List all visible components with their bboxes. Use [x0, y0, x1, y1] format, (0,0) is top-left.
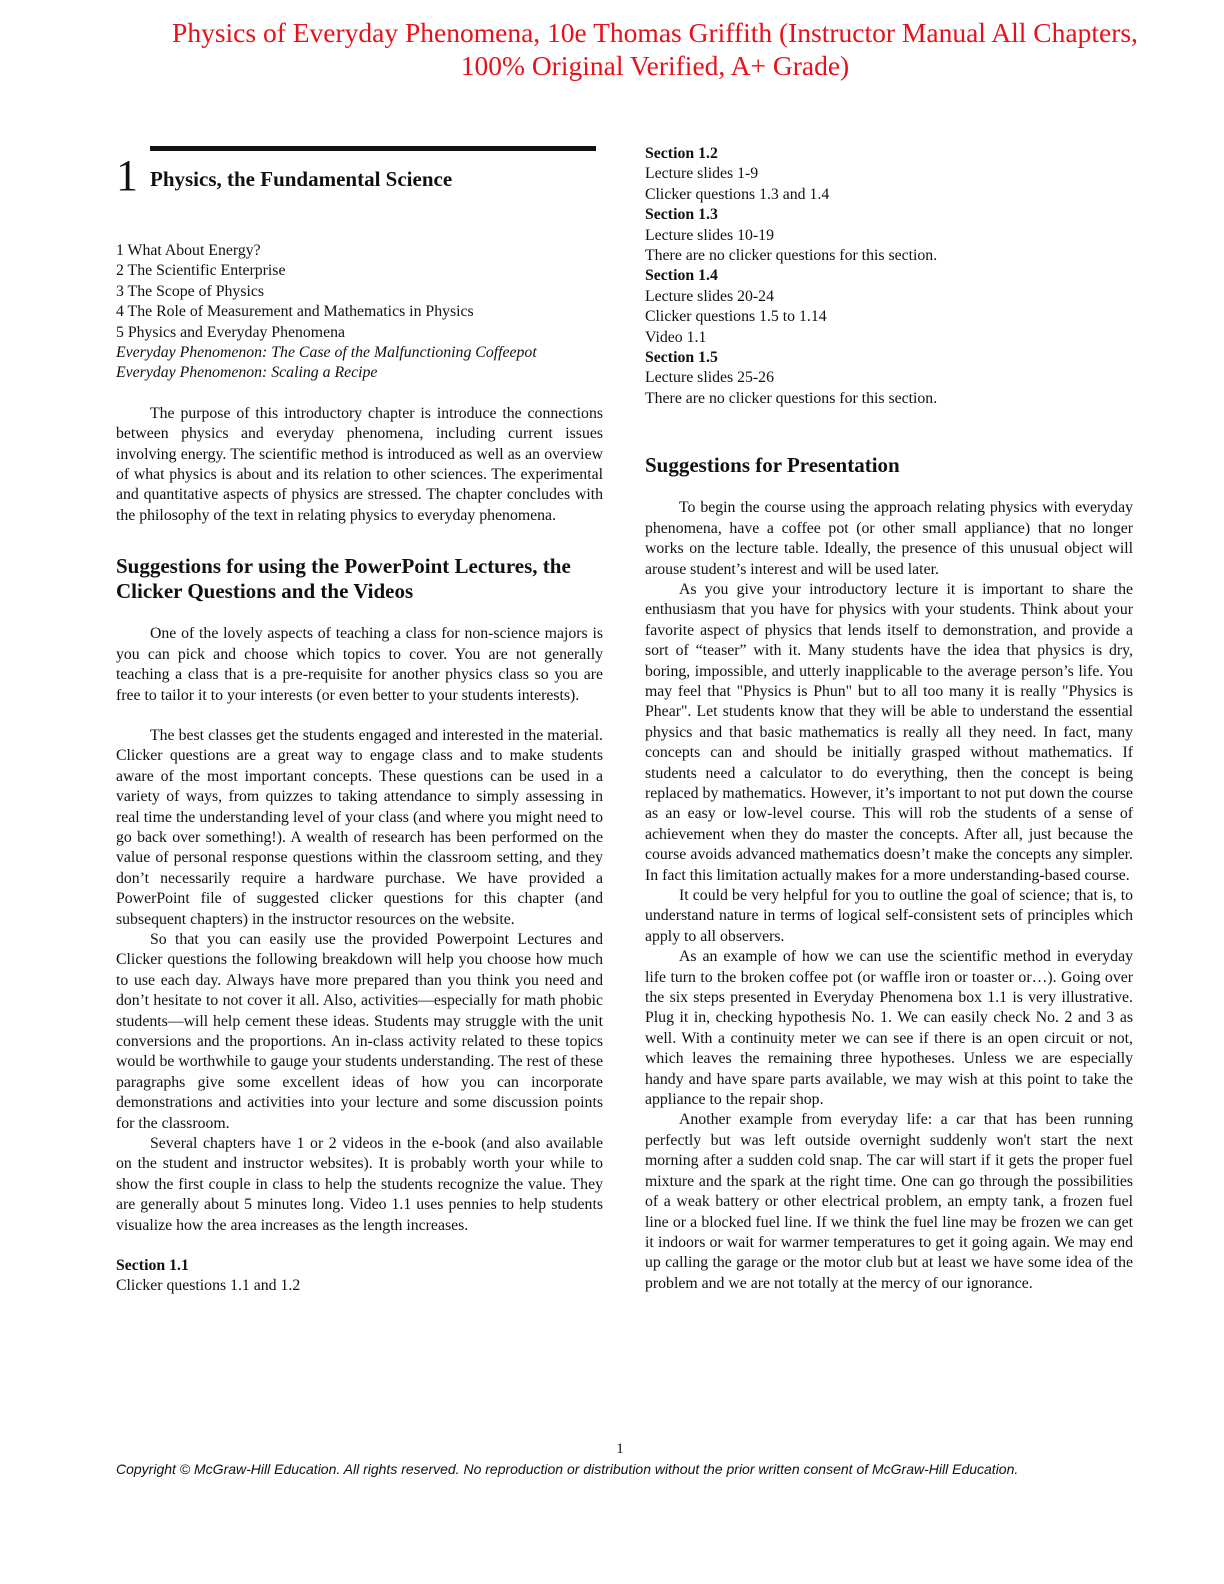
section-1-3-line: Lecture slides 10-19 [645, 226, 774, 244]
chapter-header [116, 146, 603, 241]
section-1-2-line: Clicker questions 1.3 and 1.4 [645, 185, 830, 203]
section-1-4-line: Clicker questions 1.5 to 1.14 [645, 308, 827, 326]
section-1-5-title: Section 1.5 [645, 349, 718, 367]
powerpoint-paragraph-4: Several chapters have 1 or 2 videos in the e-book (and also available on the student and instructor websites). It is probably worth your while to show the first couple in class to help the students recognize the value. They are generally about 5 minutes long. Video 1.1 uses pennies to help students visualize how the area increases as the length increases. [116, 1135, 603, 1234]
presentation-heading: Suggestions for Presentation [645, 453, 900, 478]
outline-item: 5 Physics and Everyday Phenomena [116, 323, 346, 341]
chapter-rule [150, 146, 596, 151]
outline-item: 4 The Role of Measurement and Mathematics in Physics [116, 303, 474, 321]
right-column [645, 144, 1133, 1294]
presentation-paragraph-1: To begin the course using the approach relating physics with everyday phenomena, have a coffee pot (or other small appliance) that no longer works on the lecture table. Ideally, the presence of this unusual object will arouse student’s interest and will be used later. [645, 499, 1133, 578]
powerpoint-paragraph-3: So that you can easily use the provided Powerpoint Lectures and Clicker questions the following breakdown will help you choose how much to use each day. Always have more prepared than you think you need and don’t hesitate to not cover it all. Also, activities—especially for math phobic students—will help cement these ideas. Students may struggle with the unit conversions and the proportions. An in-class activity related to these topics would be worthwhile to gauge your students understanding. The rest of these paragraphs give some excellent ideas of how you can incorporate demonstrations and activities into your lecture and some discussion points for the classroom. [116, 930, 603, 1132]
copyright-footer: Copyright © McGraw-Hill Education. All rights reserved. No reproduction or distribution without the prior written consent of McGraw-Hill Education. [116, 1461, 1019, 1477]
section-1-5-line: Lecture slides 25-26 [645, 369, 774, 387]
section-1-1-line: Clicker questions 1.1 and 1.2 [116, 1277, 301, 1295]
section-1-2-line: Lecture slides 1-9 [645, 165, 759, 183]
outline-item-phenomenon: Everyday Phenomenon: The Case of the Malfunctioning Coffeepot [116, 344, 537, 362]
section-1-4-line: Video 1.1 [645, 328, 707, 346]
powerpoint-paragraph-2: The best classes get the students engaged and interested in the material. Clicker questions are a great way to engage class and to make students aware of the most important concepts. These questions can be used in a variety of ways, from quizzes to taking attendance to simply assessing in real time the understanding level of your class (and where you might need to go back over something!). A wealth of research has been performed on the value of personal response questions within the classroom setting, and they don’t necessarily require a hardware purchase. We have provided a PowerPoint file of suggested clicker questions for this chapter (and subsequent chapters) in the instructor resources on the website. [116, 726, 603, 928]
presentation-paragraph-2: As you give your introductory lecture it is important to share the enthusiasm that you have for physics with your students. Think about your favorite aspect of physics that lends itself to demonstration, and provide a sort of “teaser” with it. Many students have the idea that physics is dry, boring, impossible, and utterly inapplicable to the average person’s life. You may feel that "Physics is Phun" but to all too many it is really "Physics is Phear". Let students know that they will be able to understand the essential physics and that basic mathematics is really all they need. In fact, many concepts can and should be initially grasped without mathematics. If students need a calculator to do everything, then the concept is being replaced by mathematics. However, it’s important to not put down the course as an easy or low-level course. This will rob the students of a sense of achievement when they do master the concepts. After all, just because the course avoids advanced mathematics doesn’t make the concepts any simpler. In fact this limitation actually makes for a more understanding-based course. [645, 580, 1133, 884]
presentation-paragraph-3: It could be very helpful for you to outline the goal of science; that is, to understand nature in terms of logical self-consistent sets of principles which apply to all observers. [645, 887, 1133, 945]
chapter-title: Physics, the Fundamental Science [150, 167, 453, 191]
presentation-paragraph-4: As an example of how we can use the scientific method in everyday life turn to the broken coffee pot (or waffle iron or toaster or…). Going over the six steps presented in Everyday Phenomena box 1.1 is very illustrative. Plug it in, checking hypothesis No. 1. We can easily check No. 2 and 3 as well. With a continuity meter we can see if there is an open circuit or not, which leaves the remaining three hypotheses. Unless we are especially handy and have spare parts available, we may wish at this point to take the appliance to the repair shop. [645, 948, 1133, 1109]
section-1-1-title: Section 1.1 [116, 1257, 189, 1275]
powerpoint-heading: Suggestions for using the PowerPoint Lectures, the Clicker Questions and the Videos [116, 554, 571, 604]
outline-item: 3 The Scope of Physics [116, 282, 265, 300]
watermark-banner [150, 16, 1160, 82]
banner-line-2: 100% Original Verified, A+ Grade) [460, 50, 850, 81]
presentation-paragraph-5: Another example from everyday life: a car that has been running perfectly but was left outside overnight suddenly won't start the next morning after a sudden cold snap. The car will start if it gets the proper fuel mixture and the spark at the right time. One can go through the possibilities of a weak battery or other electrical problem, an empty tank, a frozen fuel line or a blocked fuel line. If we think the fuel line may be frozen we can get it indoors or wait for warmer temperatures to get it going again. We may end up calling the garage or the motor club but at least we have some idea of the problem and we are not totally at the mercy of our ignorance. [645, 1111, 1133, 1292]
powerpoint-paragraph-1: One of the lovely aspects of teaching a class for non-science majors is you can pick and choose which topics to cover. You are not generally teaching a class that is a pre-requisite for another physics class so you are free to tailor it to your interests (or even better to your students interests). [116, 625, 603, 704]
section-1-3-line: There are no clicker questions for this section. [645, 247, 938, 265]
chapter-number: 1 [116, 151, 138, 200]
outline-item: 1 What About Energy? [116, 242, 261, 259]
outline-item: 2 The Scientific Enterprise [116, 262, 286, 280]
section-1-4-line: Lecture slides 20-24 [645, 287, 774, 305]
section-1-5-line: There are no clicker questions for this section. [645, 389, 938, 407]
page-number: 1 [616, 1441, 624, 1457]
section-1-3-title: Section 1.3 [645, 206, 718, 224]
outline-item-phenomenon: Everyday Phenomenon: Scaling a Recipe [116, 364, 378, 382]
section-1-4-title: Section 1.4 [645, 267, 718, 285]
intro-paragraph: The purpose of this introductory chapter is introduce the connections between physics and everyday phenomena, including current issues involving energy. The scientific method is introduced as well as an overview of what physics is about and its relation to other sciences. The experimental and quantitative aspects of physics are stressed. The chapter concludes with the philosophy of the text in relating physics to everyday phenomena. [116, 404, 603, 524]
chapter-outline [116, 241, 603, 384]
section-1-2-title: Section 1.2 [645, 145, 718, 162]
left-column [116, 146, 603, 1297]
banner-line-1: Physics of Everyday Phenomena, 10e Thomas Griffith (Instructor Manual All Chapters, [172, 17, 1138, 48]
